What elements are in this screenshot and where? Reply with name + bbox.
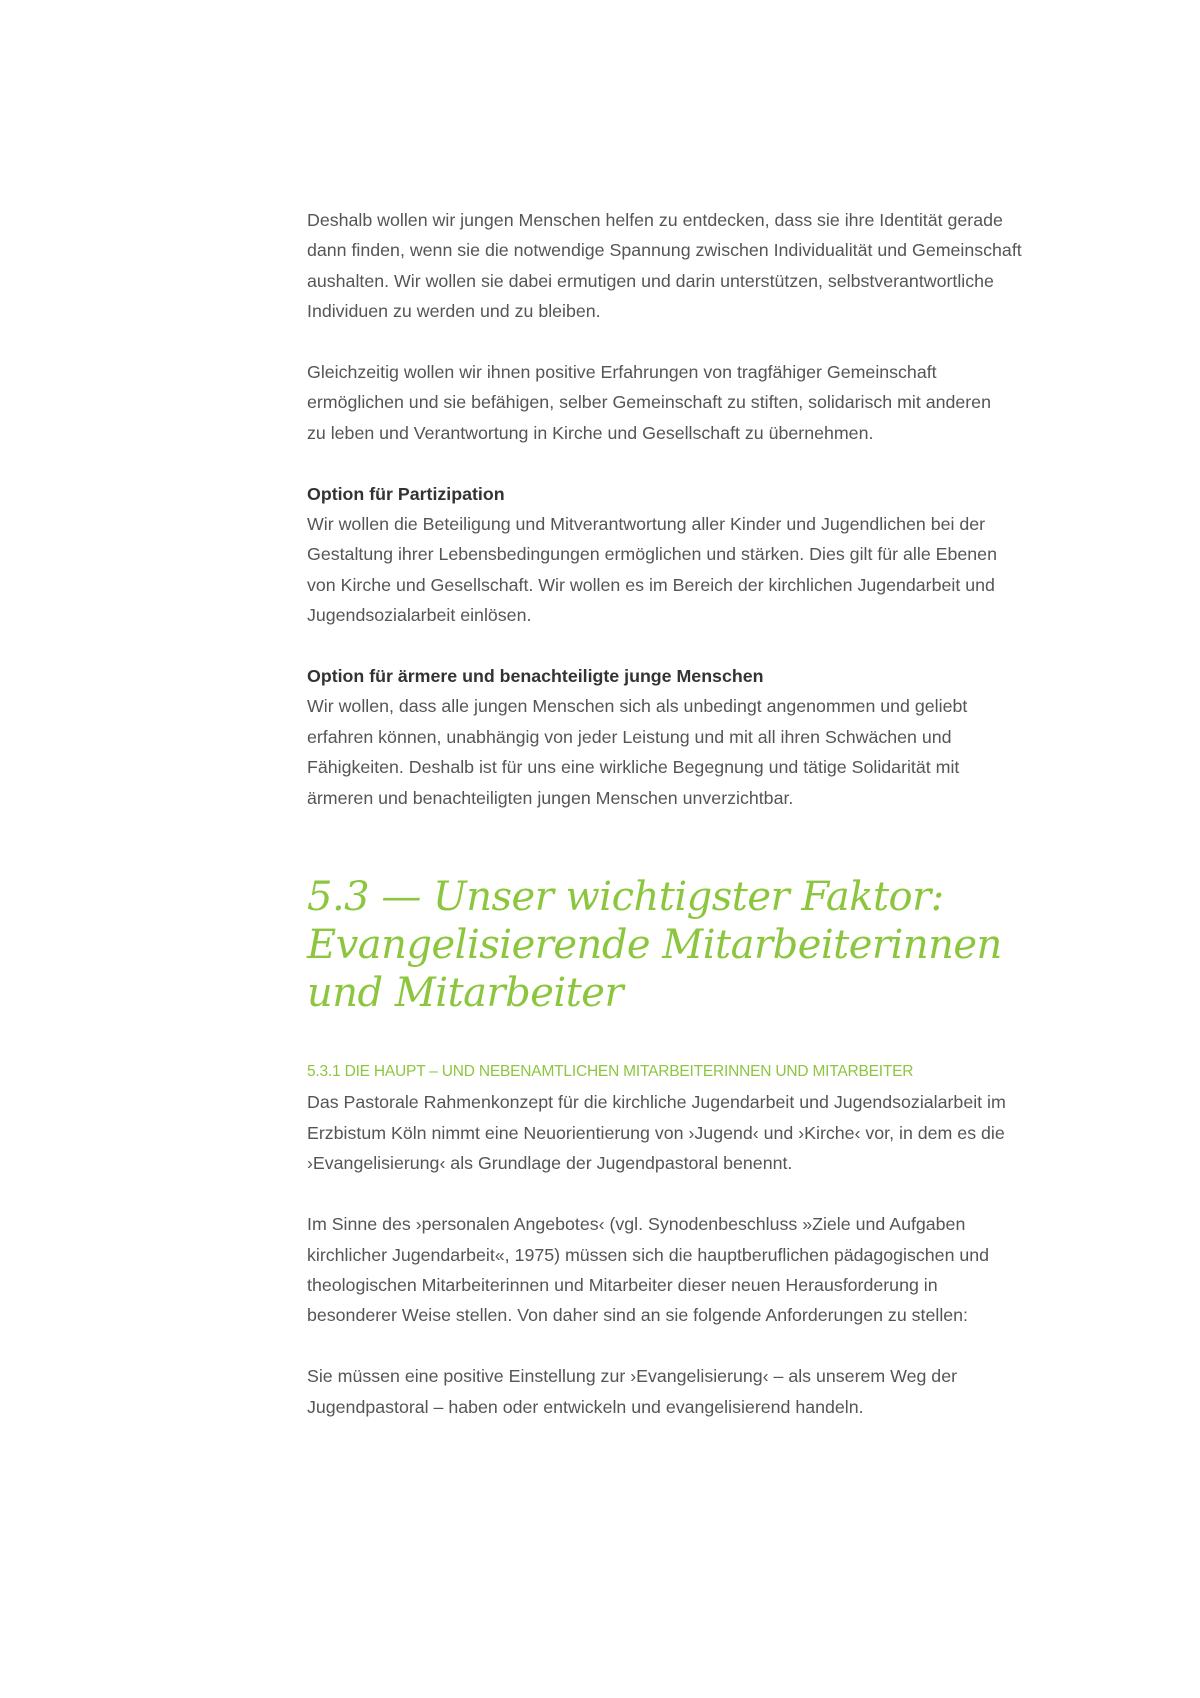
option-disadvantaged-youth <box>307 661 1107 813</box>
paragraph-line: Das Pastorale Rahmenkonzept für die kirchliche Jugendarbeit und Jugendsozialarbeit im <box>307 1092 1006 1113</box>
paragraph-line: Wir wollen die Beteiligung und Mitverantwortung aller Kinder und Jugendlichen bei der <box>307 514 986 535</box>
paragraph-line: ärmeren und benachteiligten jungen Menschen unverzichtbar. <box>307 787 794 808</box>
option-body <box>307 691 1107 813</box>
section-paragraph-personal-offer <box>307 1209 1107 1331</box>
paragraph-line: besonderer Weise stellen. Von daher sind an sie folgende Anforderungen zu stellen: <box>307 1305 968 1326</box>
paragraph-line: erfahren können, unabhängig von jeder Leistung und mit all ihren Schwächen und <box>307 726 952 747</box>
heading-line: 5.3 — Unser wichtigster Faktor: <box>307 874 944 921</box>
paragraph-line: ›Evangelisierung‹ als Grundlage der Jugendpastoral benennt. <box>307 1153 793 1174</box>
heading-line: und Mitarbeiter <box>307 970 624 1017</box>
paragraph-line: ermöglichen und sie befähigen, selber Gemeinschaft zu stiften, solidarisch mit anderen <box>307 392 991 413</box>
option-participation <box>307 479 1107 631</box>
paragraph-line: kirchlicher Jugendarbeit«, 1975) müssen sich die hauptberuflichen pädagogischen und <box>307 1244 990 1265</box>
document-page <box>307 205 1107 1422</box>
paragraph-line: aushalten. Wir wollen sie dabei ermutigen und darin unterstützen, selbstverantwortliche <box>307 270 994 291</box>
section-paragraph-attitude <box>307 1361 1107 1422</box>
paragraph-line: Deshalb wollen wir jungen Menschen helfen zu entdecken, dass sie ihre Identität gerade <box>307 210 1003 230</box>
option-body <box>307 509 1107 631</box>
paragraph-line: Wir wollen, dass alle jungen Menschen sich als unbedingt angenommen und geliebt <box>307 696 968 717</box>
paragraph-line: Fähigkeiten. Deshalb ist für uns eine wirkliche Begegnung und tätige Solidarität mit <box>307 757 960 778</box>
section-paragraph-framework <box>307 1087 1107 1178</box>
paragraph-line: zu leben und Verantwortung in Kirche und Gesellschaft zu übernehmen. <box>307 422 874 443</box>
paragraph-line: Sie müssen eine positive Einstellung zur ›Evangelisierung‹ – als unserem Weg der <box>307 1366 958 1387</box>
intro-paragraph-community <box>307 357 1107 448</box>
heading-line: Evangelisierende Mitarbeiterinnen <box>307 922 1002 969</box>
paragraph-line: von Kirche und Gesellschaft. Wir wollen es im Bereich der kirchlichen Jugendarbeit und <box>307 574 995 595</box>
subsection-title: 5.3.1 DIE HAUPT – UND NEBENAMTLICHEN MITARBEITERINNEN UND MITARBEITER <box>307 1063 914 1081</box>
intro-paragraph-identity <box>307 205 1107 327</box>
paragraph-line: Individuen zu werden und zu bleiben. <box>307 301 601 322</box>
paragraph-line: Jugendsozialarbeit einlösen. <box>307 605 532 626</box>
option-title: Option für ärmere und benachteiligte junge Menschen <box>307 666 764 687</box>
option-title: Option für Partizipation <box>307 483 505 504</box>
section-heading <box>307 873 1107 1017</box>
paragraph-line: Im Sinne des ›personalen Angebotes‹ (vgl. Synodenbeschluss »Ziele und Aufgaben <box>307 1214 966 1235</box>
paragraph-line: theologischen Mitarbeiterinnen und Mitarbeiter dieser neuen Herausforderung in <box>307 1274 938 1295</box>
paragraph-line: Gestaltung ihrer Lebensbedingungen ermöglichen und stärken. Dies gilt für alle Ebenen <box>307 544 997 565</box>
paragraph-line: Jugendpastoral – haben oder entwickeln und evangelisierend handeln. <box>307 1396 864 1417</box>
paragraph-line: Gleichzeitig wollen wir ihnen positive Erfahrungen von tragfähiger Gemeinschaft <box>307 362 937 383</box>
paragraph-line: dann finden, wenn sie die notwendige Spannung zwischen Individualität und Gemeinschaft <box>307 240 1022 261</box>
paragraph-line: Erzbistum Köln nimmt eine Neuorientierung von ›Jugend‹ und ›Kirche‹ vor, in dem es die <box>307 1122 1005 1143</box>
